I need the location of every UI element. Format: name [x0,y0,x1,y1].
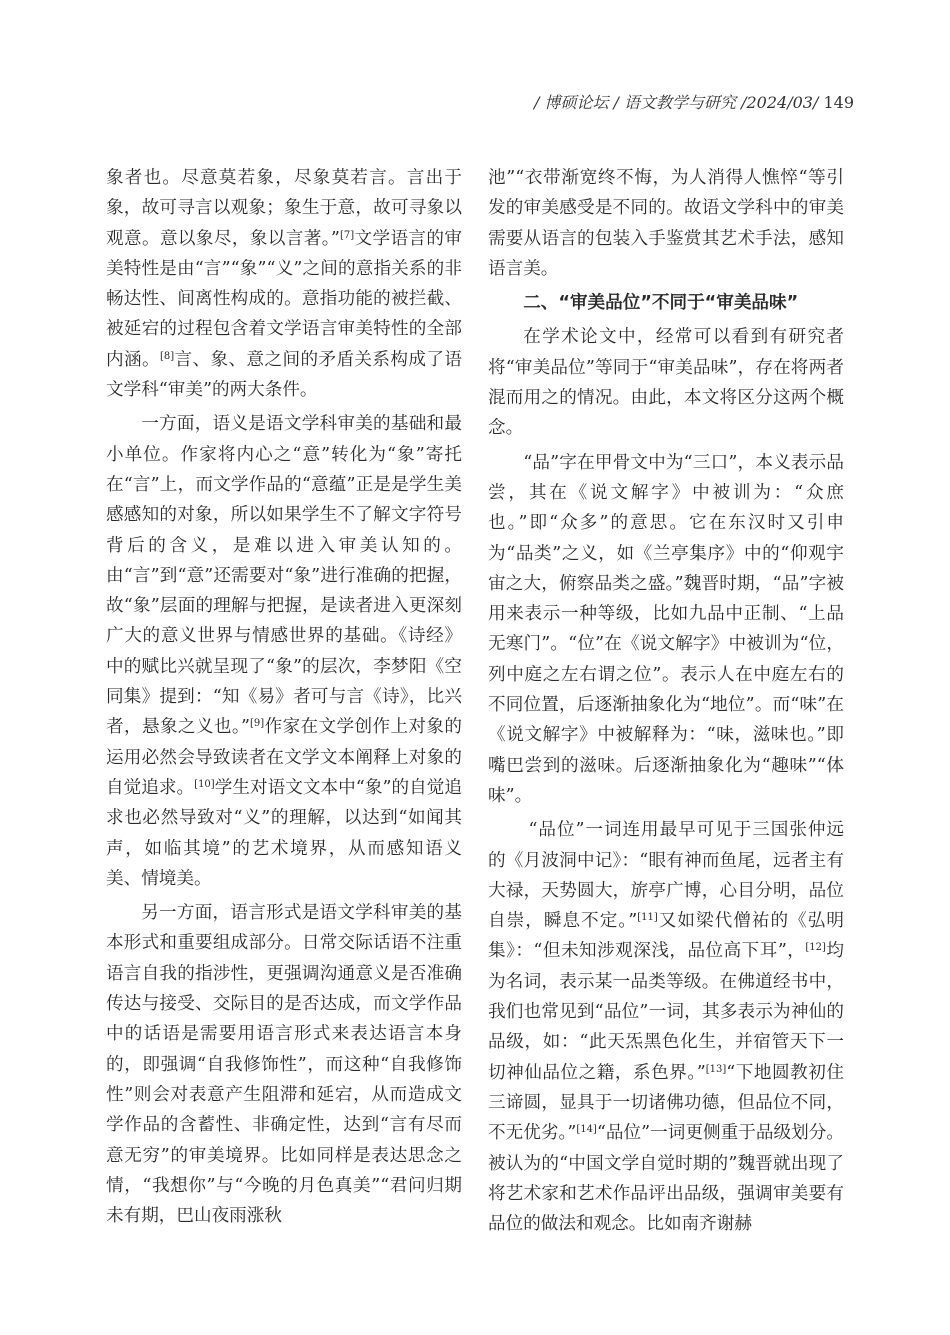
text-run: 象者也。尽意莫若象，尽象莫若言。言出于象，故可寻言以观象；象生于意，故可寻象以观意。意以象尽，象以言著。” [106,168,462,249]
page-number: 149 [823,93,854,112]
paragraph [106,409,462,894]
journal-info: / 博硕论坛 / 语文教学与研究 /2024/03/ [533,93,819,112]
citation-ref: [11] [637,912,658,924]
paragraph [488,322,844,443]
text-run: 又如梁代僧祐的《弘明集》：“但未知涉观深浅，品位高下耳”， [488,911,844,962]
text-run: “下地圆教初住三谛圆，显具于一切诸佛功德，但品位不同，不无优劣。” [488,1062,845,1144]
text-run: 均为名词，表示某一品类等级。在佛道经书中，我们也常见到“品位”一词，其多表示为神仙的品级，如：“此天炁黑色化生，并宿管天下一切神仙品位之籍，系色界。” [488,941,844,1083]
text-run: 池”“衣带渐宽终不悔，为人消得人憔悴“等引发的审美感受是不同的。故语文学科中的审美需要从语言的包装入手鉴赏其艺术手法，感知语言美。 [488,168,844,279]
text-run: 言、象、意之间的矛盾关系构成了语文学科“审美”的两大条件。 [106,349,462,401]
section-heading: 二、“审美品位”不同于“审美品味” [523,293,799,314]
paragraph [488,815,844,1239]
citation-ref: [9] [250,718,265,730]
citation-ref: [13] [705,1063,727,1075]
text-run: 文学语言的审美特性是由“言”“象”“义”之间的意指关系的非畅达性、间离性构成的。意指功能的被拦截、被延宕的过程包含着文学语言审美特性的全部内涵。 [106,228,462,370]
right-column [488,163,844,1243]
text-run: 作家在文学创作上对象的运用必然会导致读者在文学文本阐释上对象的自觉追求。 [106,717,462,798]
text-run: 学生对语文文本中“象”的自觉追求也必然导致对“义”的理解，以达到“如闻其声，如临其境”的艺术境界，从而感知语义美、情境美。 [106,777,462,889]
paragraph [488,448,844,812]
citation-ref: [10] [194,778,215,790]
running-header [534,90,854,113]
citation-ref: [12] [805,942,826,954]
citation-ref: [14] [576,1124,597,1136]
citation-ref: [7] [339,229,355,241]
text-run: 另一方面，语言形式是语文学科审美的基本形式和重要组成部分。日常交际话语不注重语言自我的指涉性，更强调沟通意义是否准确传达与接受、交际目的是否达成，而文学作品中的话语是需要用语言形式来表达语言本身的，即强调“自我修饰性”，而这种“自我修饰性”则会对表意产生阻滞和延宕，从而造成文学作品的含蓄性、非确定性，达到“言有尽而意无穷”的审美境界。比如同样是表达思念之情，“我想你”与“今晚的月色真美”“君问归期未有期，巴山夜雨涨秋 [106,903,462,1227]
paragraph [106,898,462,1231]
text-run: 一方面，语义是语文学科审美的基础和最小单位。作家将内心之“意”转化为“象”寄托在“言”上，而文学作品的“意蕴”正是是学生美感感知的对象，所以如果学生不了解文字符号背后的含义，是难以进入审美认知的。由“言”到“意”还需要对“象”进行准确的把握，故“象”层面的理解与把握，是读者进入更深刻广大的意义世界与情感世界的基础。《诗经》中的赋比兴就呈现了“象”的层次，李梦阳《空同集》提到：“知《易》者可与言《诗》，比兴者，悬象之义也。” [106,414,462,738]
text-run: 在学术论文中，经常可以看到有研究者将“审美品位”等同于“审美品味”，存在将两者混而用之的情况。由此，本文将区分这两个概念。 [488,327,844,439]
citation-ref: [8] [159,350,175,362]
text-run: “品位”一词连用最早可见于三国张仲远的《月波洞中记》：“眼有神而鱼尾，远者主有大禄，天势圆大，旂亭广博，心目分明，品位自崇，瞬息不定。” [488,820,844,932]
text-run: “品位”一词更侧重于品级划分。被认为的“中国文学自觉时期的”魏晋就出现了将艺术家和艺术作品评出品级，强调审美要有品位的做法和观念。比如南齐谢赫 [488,1123,844,1235]
left-column [106,163,462,1235]
text-run: “品”字在甲骨文中为“三口”，本义表示品尝，其在《说文解字》中被训为：“众庶也。”即“众多”的意思。它在东汉时又引申为“品类”之义，如《兰亭集序》中的“仰观宇宙之大，俯察品类之盛。”魏晋时期，“品”字被用来表示一种等级，比如九品中正制、“上品无寒门”。“位”在《说文解字》中被训为“位，列中庭之左右谓之位”。表示人在中庭左右的不同位置，后逐渐抽象化为“地位”。而“味”在《说文解字》中被解释为：“味，滋味也。”即嘴巴尝到的滋味。后逐渐抽象化为“趣味”“体味”。 [488,452,844,806]
paragraph [106,163,462,405]
paragraph [488,163,844,284]
